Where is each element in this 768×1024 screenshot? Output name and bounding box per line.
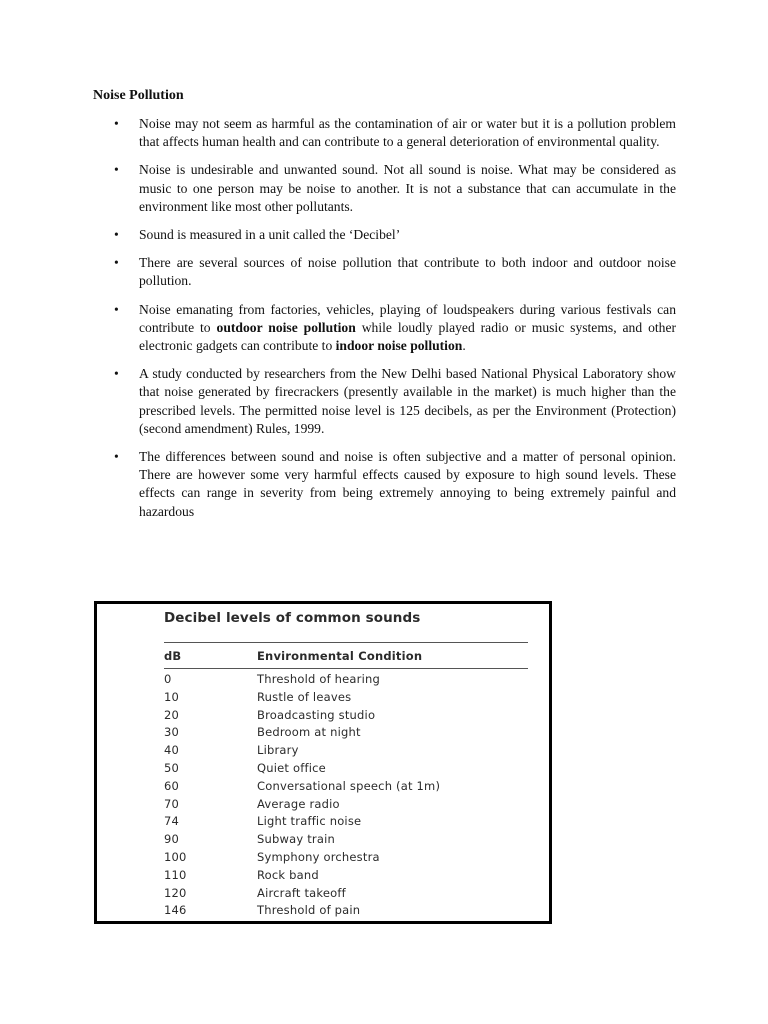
table-title: Decibel levels of common sounds: [164, 610, 421, 626]
bullet-item: [112, 365, 676, 438]
bullet-item: [112, 301, 676, 356]
bullet-item: [112, 226, 676, 244]
bullet-marker: •: [114, 366, 119, 382]
bullet-item: [112, 161, 676, 216]
section-heading: Noise Pollution: [93, 88, 184, 103]
cell-db: 20: [164, 707, 180, 722]
column-header-environment: Environmental Condition: [257, 649, 423, 663]
bullet-text-part: while loudly played radio or music systems, and other electronic gadgets can contribute to: [139, 319, 676, 354]
cell-environment: Rustle of leaves: [257, 689, 352, 704]
bullet-item: [112, 115, 676, 151]
cell-environment: Rock band: [257, 867, 319, 882]
bold-term-outdoor: outdoor noise pollution: [216, 319, 356, 335]
cell-environment: Library: [257, 743, 299, 758]
cell-db: 70: [164, 796, 180, 811]
cell-environment: Average radio: [257, 796, 340, 811]
cell-environment: Threshold of pain: [257, 903, 361, 918]
bullet-text: Noise is undesirable and unwanted sound. Not all sound is noise. What may be considered as music to one person may be noise to another. It is not a substance that can accumulate in the environment like most other pollutants.: [139, 162, 676, 214]
bullet-text: The differences between sound and noise is often subjective and a matter of personal opinion. There are however some very harmful effects caused by exposure to high sound levels. These effects can range in severity from being extremely annoying to being extremely painful and hazardous: [139, 449, 676, 519]
decibel-table-figure: [94, 601, 552, 924]
cell-environment: Aircraft takeoff: [257, 885, 346, 900]
bullet-text: Sound is measured in a unit called the ‘Decibel’: [139, 227, 401, 243]
cell-environment: Broadcasting studio: [257, 707, 376, 722]
table-body: [164, 671, 528, 920]
table-row: [164, 849, 528, 867]
cell-db: 40: [164, 743, 180, 758]
table-row: [164, 707, 528, 725]
table-top-rule: [164, 642, 528, 643]
bullet-marker: •: [114, 162, 119, 178]
bullet-list: [112, 115, 676, 531]
cell-environment: Subway train: [257, 832, 335, 847]
bullet-marker: •: [114, 449, 119, 465]
table-row: [164, 796, 528, 814]
bullet-marker: •: [114, 116, 119, 131]
bullet-marker: •: [114, 255, 119, 271]
bullet-item: [112, 254, 676, 290]
bullet-text: Noise may not seem as harmful as the contamination of air or water but it is a pollution problem that affects human health and can contribute to a general deterioration of environmental quality.: [139, 116, 676, 150]
cell-environment: Quiet office: [257, 760, 326, 775]
cell-environment: Conversational speech (at 1m): [257, 778, 441, 793]
cell-environment: Bedroom at night: [257, 725, 361, 740]
column-header-db: dB: [164, 649, 182, 663]
cell-db: 10: [164, 689, 180, 704]
table-row: [164, 760, 528, 778]
table-header-rule: [164, 668, 528, 669]
bullet-text-part: Noise emanating from factories, vehicles, playing of loudspeakers during various festivals can contribute to: [139, 301, 676, 335]
cell-db: 50: [164, 760, 180, 775]
bullet-text: A study conducted by researchers from the New Delhi based National Physical Laboratory show that noise generated by firecrackers (presently available in the market) is much higher than the prescribed levels. The permitted noise level is 125 decibels, as per the Environment (Protection) (second amendment) Rules, 1999.: [139, 366, 676, 436]
table-row: [164, 671, 528, 689]
bullet-text: [139, 302, 676, 353]
cell-db: 60: [164, 778, 180, 793]
table-row: [164, 724, 528, 742]
cell-db: 120: [164, 885, 187, 900]
table-row: [164, 867, 528, 885]
cell-db: 90: [164, 832, 180, 847]
bullet-text: There are several sources of noise pollution that contribute to both indoor and outdoor noise pollution.: [139, 255, 676, 289]
bullet-marker: •: [114, 301, 119, 317]
cell-db: 0: [164, 672, 172, 686]
table-row: [164, 689, 528, 707]
table-row: [164, 778, 528, 796]
cell-environment: Light traffic noise: [257, 814, 362, 829]
cell-db: 100: [164, 849, 187, 864]
table-row: [164, 885, 528, 903]
bullet-item: [112, 448, 676, 521]
table-row: [164, 831, 528, 849]
bold-term-indoor: indoor noise pollution: [335, 338, 463, 354]
cell-environment: Threshold of hearing: [257, 672, 380, 686]
table-row: [164, 902, 528, 920]
cell-db: 146: [164, 903, 187, 918]
cell-db: 30: [164, 725, 180, 740]
table-row: [164, 813, 528, 831]
cell-environment: Symphony orchestra: [257, 849, 380, 864]
bullet-text-part: .: [462, 338, 466, 354]
cell-db: 74: [164, 814, 180, 829]
bullet-marker: •: [114, 227, 119, 243]
cell-db: 110: [164, 867, 187, 882]
table-row: [164, 742, 528, 760]
